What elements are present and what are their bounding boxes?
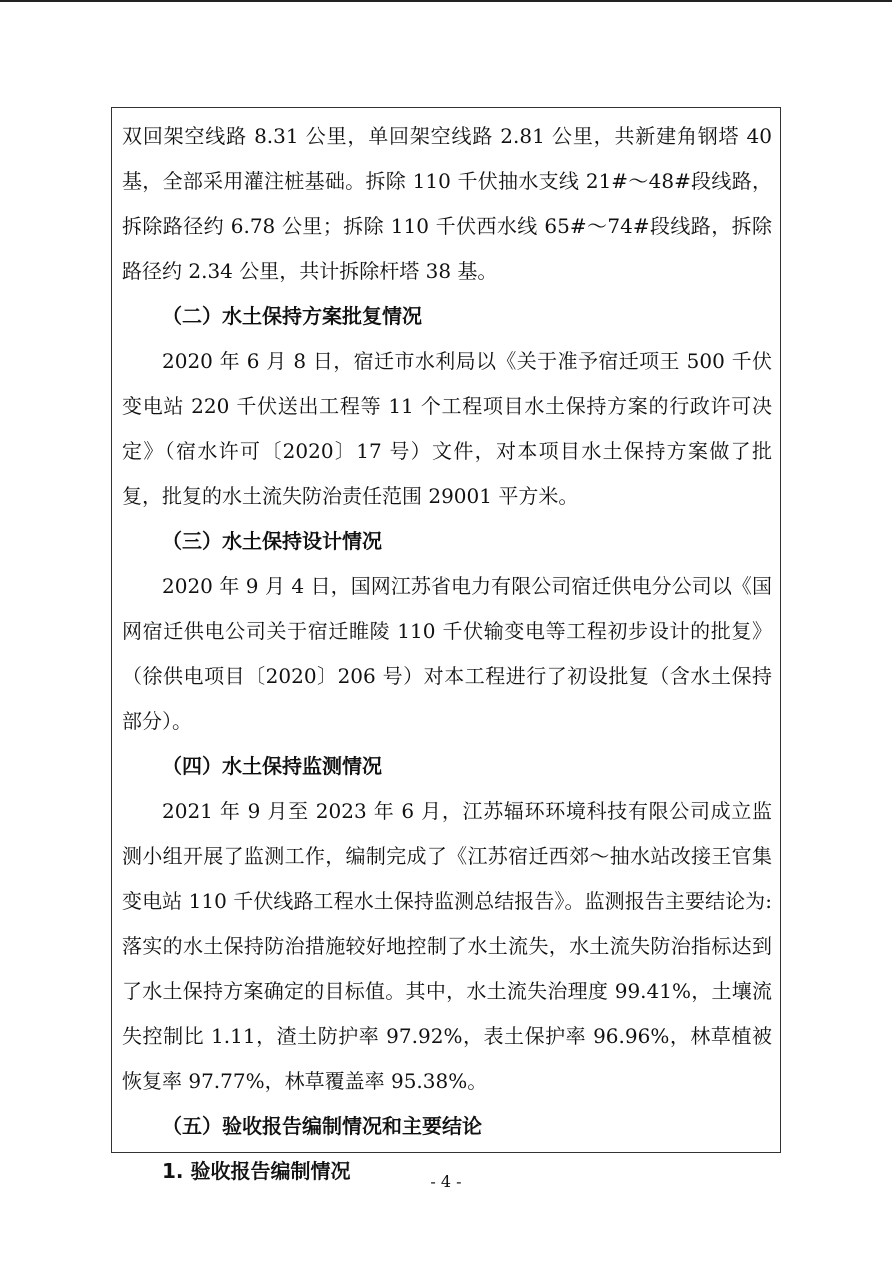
section-heading-acceptance-report: （五）验收报告编制情况和主要结论 [162, 1114, 482, 1138]
document-body [122, 114, 772, 1194]
section-heading-design: （三）水土保持设计情况 [162, 529, 382, 553]
section-paragraph-design: 2020 年 9 月 4 日，国网江苏省电力有限公司宿迁供电分公司以《国网宿迁供电公司关于宿迁睢陵 110 千伏输变电等工程初步设计的批复》（徐供电项目〔2020〕206 号）对本工程进行了初设批复（含水土保持部分）。 [122, 574, 772, 733]
section-heading-monitoring: （四）水土保持监测情况 [162, 754, 382, 778]
section-heading-plan-approval: （二）水土保持方案批复情况 [162, 304, 422, 328]
section-paragraph-monitoring: 2021 年 9 月至 2023 年 6 月，江苏辐环环境科技有限公司成立监测小组开展了监测工作，编制完成了《江苏宿迁西郊～抽水站改接王官集变电站 110 千伏线路工程水土保持监测总结报告》。监测报告主要结论为: 落实的水土保持防治措施较好地控制了水土流失，水土流失防治指标达到了水土保持方案确定的目标值。其中，水土流失治理度 99.41%，土壤流失控制比 1.11，渣土防护率 97.92%，表土保护率 96.96%，林草植被恢复率 97.77%，林草覆盖率 95.38%。 [122, 799, 772, 1093]
section-paragraph-plan-approval: 2020 年 6 月 8 日，宿迁市水利局以《关于准予宿迁项王 500 千伏变电站 220 千伏送出工程等 11 个工程项目水土保持方案的行政许可决定》（宿水许可〔2020〕17 号）文件，对本项目水土保持方案做了批复，批复的水土流失防治责任范围 29001 平方米。 [122, 349, 772, 508]
subheading-report-compilation: 1. 验收报告编制情况 [162, 1159, 351, 1183]
page-top-edge [0, 0, 892, 2]
intro-paragraph: 双回架空线路 8.31 公里，单回架空线路 2.81 公里，共新建角钢塔 40 基，全部采用灌注桩基础。拆除 110 千伏抽水支线 21#～48#段线路，拆除路径约 6.78 公里；拆除 110 千伏西水线 65#～74#段线路，拆除路径约 2.34 公里，共计拆除杆塔 38 基。 [122, 124, 772, 283]
page-number: - 4 - [430, 1172, 462, 1191]
